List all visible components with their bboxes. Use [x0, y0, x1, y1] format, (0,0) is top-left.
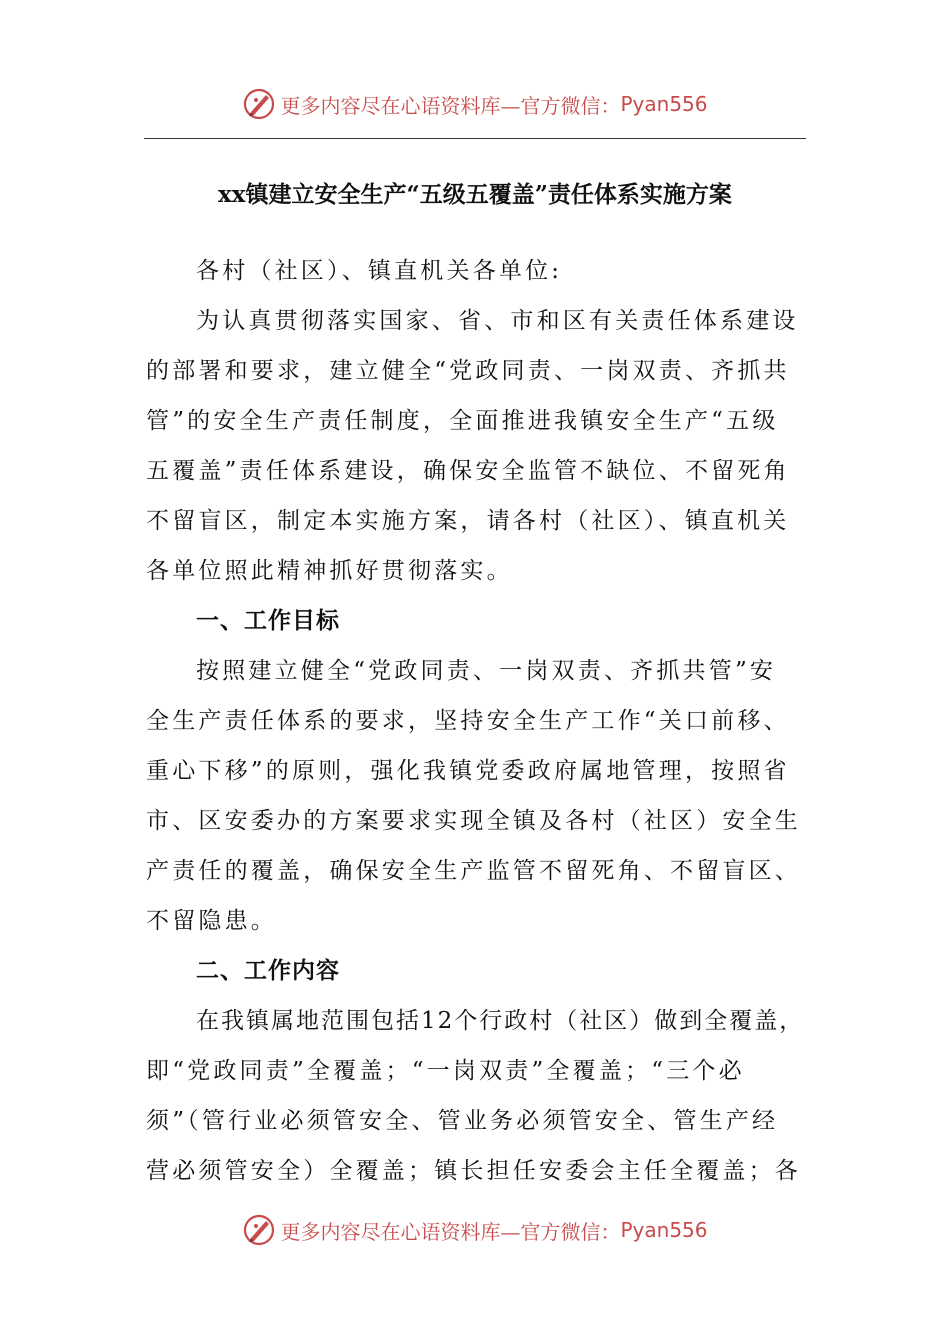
paragraph-line: 全生产责任体系的要求，坚持安全生产工作“关口前移、 [146, 708, 790, 734]
paragraph-line: 重心下移”的原则，强化我镇党委政府属地管理，按照省 [146, 758, 790, 784]
paragraph-line: 五覆盖”责任体系建设，确保安全监管不缺位、不留死角 [146, 458, 790, 484]
footer-banner [0, 1210, 950, 1250]
paragraph-line: 为认真贯彻落实国家、省、市和区有关责任体系建设 [196, 308, 799, 334]
header-divider [144, 138, 806, 139]
pen-logo-icon [242, 87, 276, 121]
paragraph-line: 即“党政同责”全覆盖；“一岗双责”全覆盖；“三个必 [146, 1058, 745, 1084]
paragraph-line: 营必须管安全）全覆盖；镇长担任安委会主任全覆盖；各 [146, 1158, 801, 1184]
banner-wechat-id: Pyan556 [620, 1218, 708, 1242]
paragraph-line: 产责任的覆盖，确保安全生产监管不留死角、不留盲区、 [146, 858, 801, 884]
banner-wechat-id: Pyan556 [620, 92, 708, 116]
paragraph-line: 在我镇属地范围包括12个行政村（社区）做到全覆盖， [196, 1008, 805, 1034]
paragraph-line: 不留隐患。 [146, 908, 277, 934]
paragraph-line: 须”（管行业必须管安全、管业务必须管安全、管生产经 [146, 1108, 779, 1134]
section-heading: 二、工作内容 [196, 958, 340, 984]
document-body [146, 246, 836, 1196]
document-title: xx镇建立安全生产“五级五覆盖”责任体系实施方案 [218, 181, 732, 208]
paragraph-line: 按照建立健全“党政同责、一岗双责、齐抓共管”安 [196, 658, 777, 684]
paragraph-line: 不留盲区，制定本实施方案，请各村（社区）、镇直机关 [146, 508, 790, 534]
header-banner [0, 84, 950, 124]
section-heading: 一、工作目标 [196, 608, 340, 634]
salutation: 各村（社区）、镇直机关各单位: [196, 258, 563, 284]
pen-logo-icon [242, 1213, 276, 1247]
paragraph-line: 管”的安全生产责任制度，全面推进我镇安全生产“五级 [146, 408, 779, 434]
paragraph-line: 市、区安委办的方案要求实现全镇及各村（社区）安全生 [146, 808, 801, 834]
banner-text: 更多内容尽在心语资料库—官方微信： [280, 93, 621, 118]
banner-text: 更多内容尽在心语资料库—官方微信： [280, 1219, 621, 1244]
paragraph-line: 的部署和要求，建立健全“党政同责、一岗双责、齐抓共 [146, 358, 790, 384]
paragraph-line: 各单位照此精神抓好贯彻落实。 [146, 558, 513, 584]
